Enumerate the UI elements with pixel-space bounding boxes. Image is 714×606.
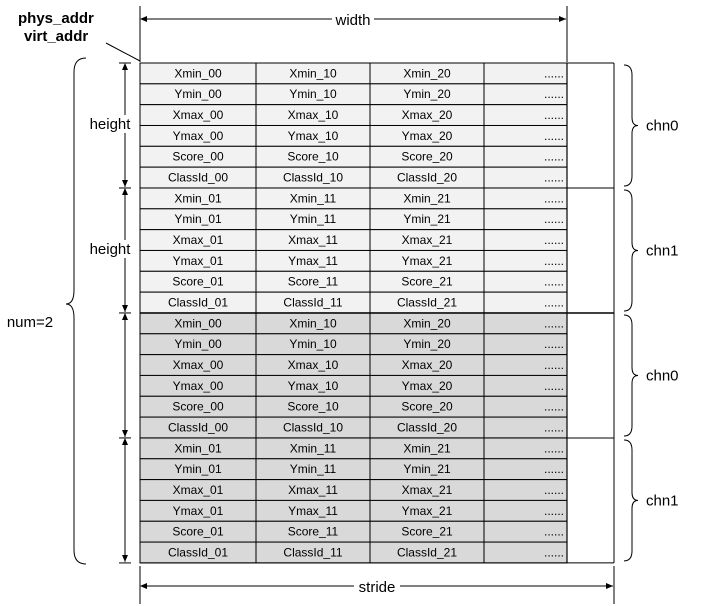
cell-label: Ymax_20 xyxy=(401,378,453,393)
cell-label: Ymax_01 xyxy=(172,253,224,268)
chn-label: chn1 xyxy=(646,492,679,510)
cell-label: ...... xyxy=(543,399,564,414)
cell-label: Score_20 xyxy=(401,399,453,414)
addr-pointer-line xyxy=(106,43,140,61)
cell-label: ...... xyxy=(543,170,564,185)
chn-brace xyxy=(624,315,638,436)
num-label: num=2 xyxy=(6,314,54,331)
chn-brace xyxy=(624,65,638,186)
cell-label: Ymax_21 xyxy=(401,503,453,518)
cell-label: Xmax_21 xyxy=(401,233,453,248)
cell-label: Xmin_21 xyxy=(403,441,451,456)
cell-label: ...... xyxy=(543,149,564,164)
cell-label: ClassId_10 xyxy=(282,420,344,435)
cell-label: Ymax_00 xyxy=(172,128,224,143)
cell-label: ClassId_10 xyxy=(282,170,344,185)
cell-label: Xmax_20 xyxy=(401,108,453,123)
cell-label: ...... xyxy=(543,191,564,206)
cell-label: ...... xyxy=(543,545,564,560)
cell-label: ClassId_20 xyxy=(396,420,458,435)
cell-label: Ymax_10 xyxy=(287,378,339,393)
cell-label: Score_11 xyxy=(287,274,339,289)
cell-label: ClassId_01 xyxy=(167,545,229,560)
chn-label: chn1 xyxy=(646,242,679,260)
cell-label: ClassId_00 xyxy=(167,420,229,435)
cell-label: Xmax_10 xyxy=(287,358,339,373)
num-brace xyxy=(66,58,86,564)
height-label: height xyxy=(89,116,131,133)
cell-label: ClassId_21 xyxy=(396,295,458,310)
cell-label: Ymin_21 xyxy=(403,212,451,227)
cell-label: Xmax_11 xyxy=(288,233,338,248)
cell-label: Ymin_01 xyxy=(174,212,222,227)
cell-label: Ymax_00 xyxy=(172,378,224,393)
cell-label: Xmin_01 xyxy=(174,441,222,456)
cell-label: Ymax_01 xyxy=(172,503,224,518)
cell-label: Xmax_20 xyxy=(401,358,453,373)
cell-label: Xmin_20 xyxy=(403,316,451,331)
virt-addr-label: virt_addr xyxy=(24,28,89,45)
cell-label: Ymax_10 xyxy=(287,128,339,143)
cell-label: ...... xyxy=(543,128,564,143)
cell-label: ...... xyxy=(543,274,564,289)
cell-label: ...... xyxy=(543,420,564,435)
data-table xyxy=(140,63,614,563)
cell-label: Score_00 xyxy=(172,149,224,164)
cell-label: Ymin_10 xyxy=(289,337,337,352)
cell-label: ...... xyxy=(543,524,564,539)
cell-label: ...... xyxy=(543,337,564,352)
cell-label: Xmin_10 xyxy=(289,66,337,81)
cell-label: ClassId_20 xyxy=(396,170,458,185)
cell-label: ...... xyxy=(543,358,564,373)
cell-label: Xmin_01 xyxy=(174,191,222,206)
cell-label: ...... xyxy=(543,66,564,81)
cell-label: Ymin_10 xyxy=(289,87,337,102)
cell-label: ...... xyxy=(543,378,564,393)
cell-label: Xmax_01 xyxy=(172,483,224,498)
cell-label: ...... xyxy=(543,316,564,331)
cell-label: Ymin_01 xyxy=(174,462,222,477)
cell-label: Ymin_00 xyxy=(174,87,222,102)
cell-label: Xmax_00 xyxy=(172,108,224,123)
cell-label: Ymax_11 xyxy=(288,253,338,268)
cell-label: ...... xyxy=(543,441,564,456)
chn-label: chn0 xyxy=(646,117,679,135)
cell-label: Xmin_21 xyxy=(403,191,451,206)
cell-label: Xmin_11 xyxy=(289,441,337,456)
cell-label: ClassId_01 xyxy=(167,295,229,310)
cell-label: Ymax_21 xyxy=(401,253,453,268)
chn-label: chn0 xyxy=(646,367,679,385)
cell-label: Ymax_11 xyxy=(288,503,338,518)
cell-label: ClassId_00 xyxy=(167,170,229,185)
cell-label: Xmin_10 xyxy=(289,316,337,331)
stride-label: stride xyxy=(358,579,396,596)
cell-label: Xmin_11 xyxy=(289,191,337,206)
cell-label: ...... xyxy=(543,87,564,102)
phys-addr-label: phys_addr xyxy=(18,10,94,27)
cell-label: ...... xyxy=(543,503,564,518)
cell-label: Score_00 xyxy=(172,399,224,414)
cell-label: Xmax_11 xyxy=(288,483,338,498)
cell-label: Ymin_20 xyxy=(403,87,451,102)
cell-label: Score_21 xyxy=(401,274,453,289)
cell-label: ...... xyxy=(543,212,564,227)
cell-label: ClassId_11 xyxy=(283,295,343,310)
cell-label: Score_20 xyxy=(401,149,453,164)
cell-label: Score_10 xyxy=(287,399,339,414)
cell-label: Ymin_11 xyxy=(289,212,337,227)
height-label: height xyxy=(89,240,131,258)
cell-label: Xmax_00 xyxy=(172,358,224,373)
cell-label: Score_01 xyxy=(172,274,224,289)
cell-label: Ymin_20 xyxy=(403,337,451,352)
cell-label: Score_01 xyxy=(172,524,224,539)
cell-label: Ymax_20 xyxy=(401,128,453,143)
cell-label: Xmax_01 xyxy=(172,233,224,248)
cell-label: Score_11 xyxy=(287,524,339,539)
chn-brace xyxy=(624,190,638,311)
cell-label: ClassId_11 xyxy=(283,545,343,560)
cell-label: ...... xyxy=(543,253,564,268)
cell-label: Ymin_00 xyxy=(174,337,222,352)
cell-label: Xmin_00 xyxy=(174,316,222,331)
cell-label: Ymin_21 xyxy=(403,462,451,477)
cell-label: ...... xyxy=(543,483,564,498)
cell-label: Score_21 xyxy=(401,524,453,539)
cell-label: Score_10 xyxy=(287,149,339,164)
width-label: width xyxy=(335,12,371,29)
cell-label: ...... xyxy=(543,108,564,123)
chn-brace xyxy=(624,440,638,561)
cell-label: Ymin_11 xyxy=(289,462,337,477)
cell-label: ...... xyxy=(543,233,564,248)
cell-label: Xmin_00 xyxy=(174,66,222,81)
cell-label: Xmin_20 xyxy=(403,66,451,81)
cell-label: Xmax_21 xyxy=(401,483,453,498)
cell-label: ...... xyxy=(543,295,564,310)
cell-label: Xmax_10 xyxy=(287,108,339,123)
cell-label: ClassId_21 xyxy=(396,545,458,560)
cell-label: ...... xyxy=(543,462,564,477)
